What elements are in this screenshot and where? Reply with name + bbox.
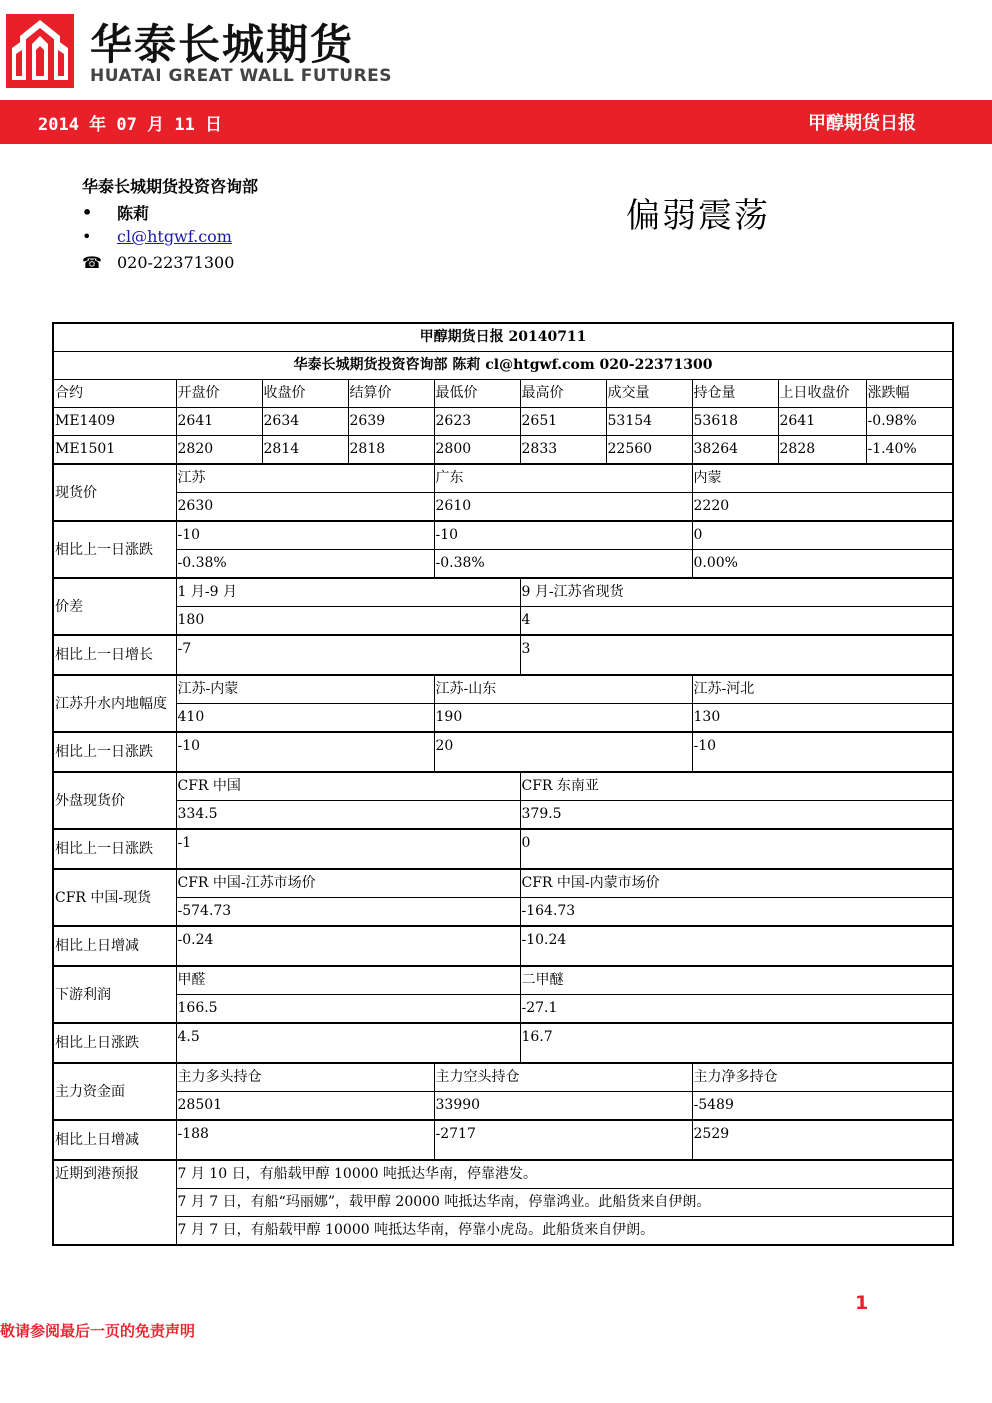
table-cell: 2820 xyxy=(176,436,262,465)
table-cell: -574.73 xyxy=(176,898,520,927)
row-label: 外盘现货价 xyxy=(53,772,176,829)
table-cell: 410 xyxy=(176,704,434,733)
table-cell: 0 xyxy=(520,829,953,869)
table-cell: -0.24 xyxy=(176,926,520,966)
bullet-icon: • xyxy=(82,203,93,222)
table-row xyxy=(53,926,953,966)
table-cell: 2639 xyxy=(348,408,434,436)
table-cell: -164.73 xyxy=(520,898,953,927)
row-label: 下游利润 xyxy=(53,966,176,1023)
table-cell: 2220 xyxy=(692,493,953,522)
table-cell: 二甲醚 xyxy=(520,966,953,995)
table-row xyxy=(53,829,953,869)
table-cell: -188 xyxy=(176,1120,434,1160)
row-label: 相比上日增减 xyxy=(53,1120,176,1160)
table-cell: 2833 xyxy=(520,436,606,465)
table-cell: ME1501 xyxy=(53,436,176,465)
table-cell: 38264 xyxy=(692,436,778,465)
table-cell: -1 xyxy=(176,829,520,869)
report-date: 2014 年 07 月 11 日 xyxy=(38,115,223,135)
table-cell: 1 月-9 月 xyxy=(176,578,520,607)
table-cell: 广东 xyxy=(434,464,692,493)
table-header: 开盘价 xyxy=(176,380,262,408)
table-row xyxy=(53,550,953,579)
table-cell: CFR 中国 xyxy=(176,772,520,801)
table-cell: CFR 中国-内蒙市场价 xyxy=(520,869,953,898)
table-header: 合约 xyxy=(53,380,176,408)
table-cell: 2630 xyxy=(176,493,434,522)
table-row xyxy=(53,1023,953,1063)
bullet-icon: • xyxy=(82,227,92,246)
table-row xyxy=(53,1063,953,1092)
table-cell: 甲醛 xyxy=(176,966,520,995)
table-row xyxy=(53,521,953,550)
table-row xyxy=(53,772,953,801)
row-label: 现货价 xyxy=(53,464,176,521)
table-row xyxy=(53,1120,953,1160)
table-cell: 主力多头持仓 xyxy=(176,1063,434,1092)
table-cell: 2623 xyxy=(434,408,520,436)
table-title-row xyxy=(53,323,953,352)
table-row xyxy=(53,995,953,1024)
row-label: 江苏升水内地幅度 xyxy=(53,675,176,732)
contact-phone-row xyxy=(82,253,234,272)
table-cell: 334.5 xyxy=(176,801,520,830)
table-cell: -10.24 xyxy=(520,926,953,966)
table-cell: 53618 xyxy=(692,408,778,436)
table-cell: -2717 xyxy=(434,1120,692,1160)
table-cell: 2814 xyxy=(262,436,348,465)
table-cell: -27.1 xyxy=(520,995,953,1024)
disclaimer: 敬请参阅最后一页的免责声明 xyxy=(0,1322,196,1340)
department: 华泰长城期货投资咨询部 xyxy=(82,177,259,196)
row-label: 相比上日涨跌 xyxy=(53,1023,176,1063)
report-type: 甲醇期货日报 xyxy=(808,113,916,134)
table-cell: 2828 xyxy=(778,436,866,465)
page-number: 1 xyxy=(855,1292,869,1314)
table-cell: CFR 中国-江苏市场价 xyxy=(176,869,520,898)
row-label: 主力资金面 xyxy=(53,1063,176,1120)
contact-email-row xyxy=(82,227,232,246)
table-cell: 江苏-河北 xyxy=(692,675,953,704)
row-label: 相比上一日涨跌 xyxy=(53,732,176,772)
table-row xyxy=(53,675,953,704)
row-label: 价差 xyxy=(53,578,176,635)
contact-name-row xyxy=(82,201,149,224)
table-row xyxy=(53,801,953,830)
table-header: 涨跌幅 xyxy=(866,380,953,408)
email-link[interactable]: cl@htgwf.com xyxy=(117,227,232,246)
table-cell: 0 xyxy=(692,521,953,550)
brand-name-cn: 华泰长城期货 xyxy=(90,20,355,69)
table-cell: 内蒙 xyxy=(692,464,953,493)
report-table xyxy=(52,322,954,1246)
table-cell: 130 xyxy=(692,704,953,733)
table-row xyxy=(53,1160,953,1189)
row-label: 近期到港预报 xyxy=(53,1160,176,1245)
table-cell: 190 xyxy=(434,704,692,733)
table-header: 最低价 xyxy=(434,380,520,408)
table-cell: 江苏 xyxy=(176,464,434,493)
table-cell: 180 xyxy=(176,607,520,636)
arrival-item: 7 月 10 日，有船载甲醇 10000 吨抵达华南，停靠港发。 xyxy=(176,1160,953,1189)
row-label: 相比上一日涨跌 xyxy=(53,829,176,869)
table-row xyxy=(53,1189,953,1217)
row-label: 相比上一日涨跌 xyxy=(53,521,176,578)
table-row xyxy=(53,704,953,733)
table-header: 收盘价 xyxy=(262,380,348,408)
table-cell: 33990 xyxy=(434,1092,692,1121)
table-row xyxy=(53,436,953,465)
table-cell: 0.00% xyxy=(692,550,953,579)
table-cell: -7 xyxy=(176,635,520,675)
table-row xyxy=(53,493,953,522)
analyst-name: 陈莉 xyxy=(117,204,150,223)
table-subtitle-row xyxy=(53,352,953,380)
table-cell: 江苏-山东 xyxy=(434,675,692,704)
phone-icon: ☎ xyxy=(82,253,102,272)
table-row xyxy=(53,1092,953,1121)
table-row xyxy=(53,898,953,927)
brand-name-en: HUATAI GREAT WALL FUTURES xyxy=(90,66,393,86)
table-header: 持仓量 xyxy=(692,380,778,408)
table-cell: 2641 xyxy=(778,408,866,436)
table-cell: 4 xyxy=(520,607,953,636)
table-cell: 2818 xyxy=(348,436,434,465)
table-cell: -5489 xyxy=(692,1092,953,1121)
table-cell: 2800 xyxy=(434,436,520,465)
table-cell: -10 xyxy=(434,521,692,550)
table-cell: 2610 xyxy=(434,493,692,522)
table-cell: 379.5 xyxy=(520,801,953,830)
table-row xyxy=(53,635,953,675)
table-row xyxy=(53,1217,953,1246)
table-cell: -10 xyxy=(692,732,953,772)
table-cell: CFR 东南亚 xyxy=(520,772,953,801)
table-cell: 16.7 xyxy=(520,1023,953,1063)
table-cell: -1.40% xyxy=(866,436,953,465)
table-cell: 20 xyxy=(434,732,692,772)
row-label: 相比上日增减 xyxy=(53,926,176,966)
table-cell: 2529 xyxy=(692,1120,953,1160)
row-label: 相比上一日增长 xyxy=(53,635,176,675)
table-row xyxy=(53,869,953,898)
table-cell: 3 xyxy=(520,635,953,675)
table-cell: 江苏-内蒙 xyxy=(176,675,434,704)
table-cell: 主力净多持仓 xyxy=(692,1063,953,1092)
table-header: 成交量 xyxy=(606,380,692,408)
table-title: 甲醇期货日报 20140711 xyxy=(53,323,953,352)
headline: 偏弱震荡 xyxy=(626,196,770,236)
table-header: 结算价 xyxy=(348,380,434,408)
row-label: CFR 中国-现货 xyxy=(53,869,176,926)
table-row xyxy=(53,966,953,995)
table-cell: -10 xyxy=(176,521,434,550)
table-row xyxy=(53,732,953,772)
table-row xyxy=(53,464,953,493)
table-cell: 2651 xyxy=(520,408,606,436)
table-subtitle: 华泰长城期货投资咨询部 陈莉 cl@htgwf.com 020-22371300 xyxy=(53,352,953,380)
table-cell: 166.5 xyxy=(176,995,520,1024)
table-row xyxy=(53,408,953,436)
table-cell: 22560 xyxy=(606,436,692,465)
table-cell: -10 xyxy=(176,732,434,772)
table-cell: ME1409 xyxy=(53,408,176,436)
table-header: 上日收盘价 xyxy=(778,380,866,408)
table-cell: 4.5 xyxy=(176,1023,520,1063)
phone-number: 020-22371300 xyxy=(117,253,235,272)
arrival-item: 7 月 7 日，有船“玛丽娜”，载甲醇 20000 吨抵达华南，停靠鸿业。此船货来自伊朗。 xyxy=(176,1189,953,1217)
table-cell: 28501 xyxy=(176,1092,434,1121)
table-cell: 53154 xyxy=(606,408,692,436)
table-row xyxy=(53,607,953,636)
table-cell: 2634 xyxy=(262,408,348,436)
table-cell: 2641 xyxy=(176,408,262,436)
table-header: 最高价 xyxy=(520,380,606,408)
table-cell: 9 月-江苏省现货 xyxy=(520,578,953,607)
arrival-item: 7 月 7 日，有船载甲醇 10000 吨抵达华南，停靠小虎岛。此船货来自伊朗。 xyxy=(176,1217,953,1246)
futures-header-row xyxy=(53,380,953,408)
table-cell: -0.38% xyxy=(176,550,434,579)
company-logo xyxy=(6,14,74,88)
table-cell: 主力空头持仓 xyxy=(434,1063,692,1092)
table-cell: -0.98% xyxy=(866,408,953,436)
table-row xyxy=(53,578,953,607)
table-cell: -0.38% xyxy=(434,550,692,579)
